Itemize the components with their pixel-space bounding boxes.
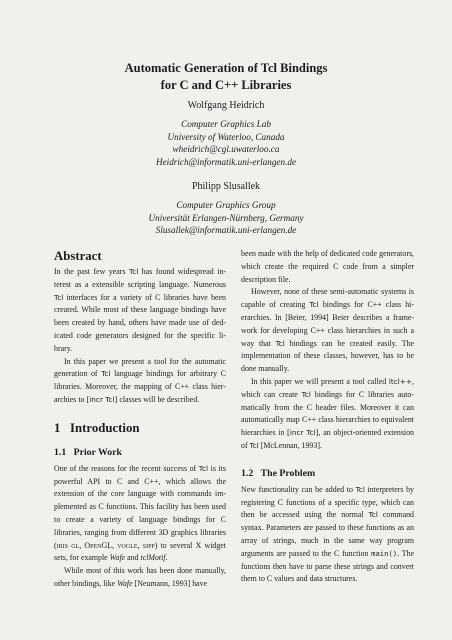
abstract-paragraph-1: In the past few years Tcl has found widespread interest as a extensible scripting language. Numerous Tcl interfaces for a variety of C libraries have been created. While most of these language bindings have been created by hand, others have made use of dedicated code generators designed for the specific library. xyxy=(54,267,227,353)
tcl-name: Tcl xyxy=(54,292,64,302)
subsection-number: 1.1 xyxy=(54,446,67,458)
subsection-number: 1.2 xyxy=(241,467,254,479)
tcl-name: Tcl xyxy=(368,510,378,520)
author-name: Philipp Slusallek xyxy=(191,181,261,192)
author-affiliation: Universität Erlangen-Nürnberg, Germany xyxy=(148,212,304,223)
library-names: iris gl, OpenGL, vogle, sipp xyxy=(56,540,155,550)
tcl-name: Tcl xyxy=(198,463,209,473)
section-number: 1 xyxy=(54,420,61,435)
right-column xyxy=(241,248,414,586)
title-line-2: for C and C++ Libraries xyxy=(160,78,292,92)
problem-paragraph: New functionality can be added to Tcl interpreters by registering C functions of a specific type, which can then be accessed using the normal Tcl command syntax. Parameters are passed to these functions as an array of strings, much in the same way program arguments are passed to the C function main(). The functions then have to parse these strings and convert them to C values and data structures. xyxy=(241,484,415,584)
section-title: Introduction xyxy=(70,420,140,435)
tcl-name: Tcl xyxy=(355,484,365,494)
right-paragraph-3: In this paper we will present a tool called ltcl++, which can create Tcl bindings for C libraries automatically from the C header files. Moreover it can automatically map C++ class hierarchies to equivalent hierarchies in [incr Tcl], an object-oriented extension of Tcl [McLennan, 1993]. xyxy=(241,376,415,450)
tcl-name: Tcl xyxy=(275,338,285,348)
abstract-heading: Abstract xyxy=(54,249,102,263)
right-paragraph-2: However, none of these semi-automatic systems is capable of creating Tcl bindings for C++ class hierarchies. In [Beier, 1994] Beier describes a framework for developing C++ class hierarchies in such a way that Tcl bindings can be created easily. The implementation of these classes, however, has to be done manually. xyxy=(241,287,414,374)
subsection-title: The Problem xyxy=(260,467,316,479)
intro-paragraph-2: While most of this work has been done manually, other bindings, like Wafe [Neumann, 1993] have xyxy=(54,566,226,588)
author-affiliation: Computer Graphics Group xyxy=(176,199,276,210)
subsection-heading xyxy=(241,467,414,480)
author-email: wheidrich@cgl.uwaterloo.ca xyxy=(172,144,280,155)
author-affiliation: University of Waterloo, Canada xyxy=(167,131,285,142)
paper-title xyxy=(0,60,452,94)
author-block-1 xyxy=(0,100,452,169)
abstract-paragraph-2: In this paper we present a tool for the automatic generation of Tcl language bindings for arbitrary C libraries. Moreover, the mapping of C++ class hierarchies to [incr Tcl] classes will be described. xyxy=(54,356,226,404)
section-heading xyxy=(54,420,226,436)
tool-name: ltcl++ xyxy=(388,376,413,386)
right-paragraph-1: been made with the help of dedicated code generators, which create the required C code from a simpler description file. xyxy=(241,249,414,284)
intro-paragraph-1: One of the reasons for the recent success of Tcl is its powerful API to C and C++, which allows the extension of the core language with commands implemented as C functions. This facility has been used to create a variety of language bindings for C libraries, ranging from different 3D graphics libraries (iris gl, OpenGL, vogle, sipp) to several X widget sets, for example Wafe and tclMotif. xyxy=(54,463,226,563)
author-affiliation: Computer Graphics Lab xyxy=(181,118,271,129)
itcl-name: [incr Tcl] xyxy=(287,428,319,438)
subsection-title: Prior Work xyxy=(73,446,122,458)
author-email: Slusallek@informatik.uni-erlangen.de xyxy=(155,225,297,236)
subsection-heading xyxy=(54,446,226,459)
tcl-name: Tcl xyxy=(101,369,111,379)
tcl-name: Tcl xyxy=(249,440,259,450)
title-line-1: Automatic Generation of Tcl Bindings xyxy=(124,61,328,75)
tcl-name: Tcl xyxy=(301,389,311,399)
tcl-name: Tcl xyxy=(129,267,139,276)
author-block-2 xyxy=(0,181,452,237)
author-email: Heidrich@informatik.uni-erlangen.de xyxy=(155,157,297,168)
itcl-name: [incr Tcl] xyxy=(86,394,118,404)
author-name: Wolfgang Heidrich xyxy=(187,100,265,111)
code-main: main() xyxy=(371,548,398,558)
tcl-name: Tcl xyxy=(309,300,319,310)
left-column xyxy=(54,248,226,591)
